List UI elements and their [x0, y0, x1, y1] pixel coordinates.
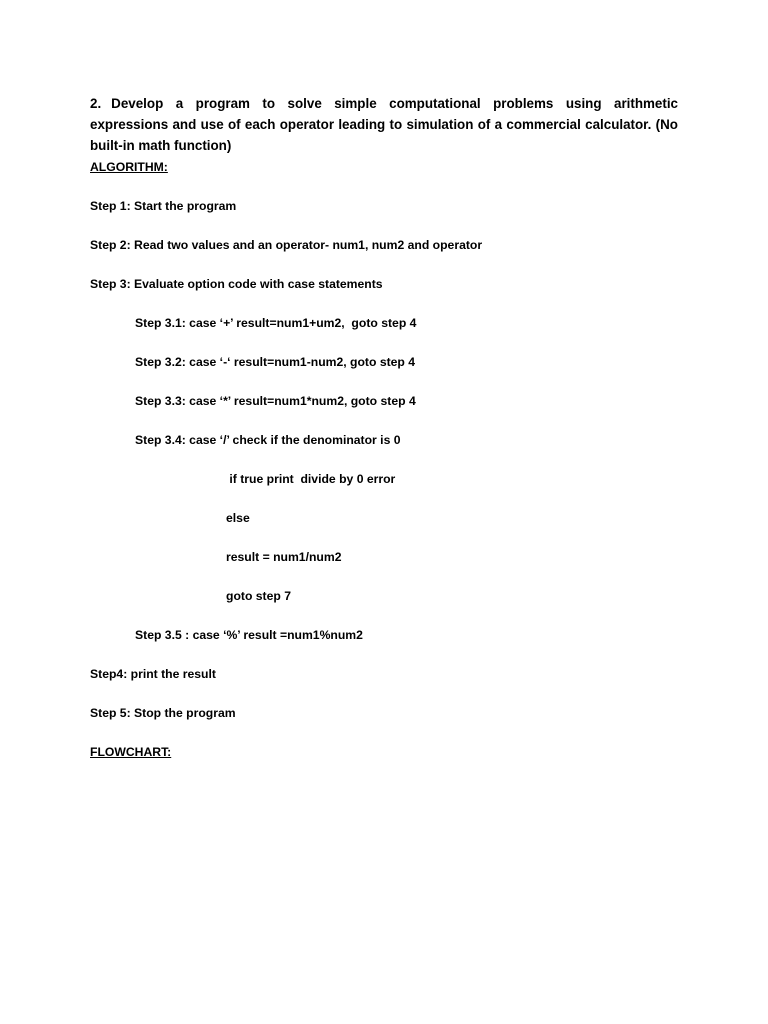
flowchart-heading: FLOWCHART:: [90, 745, 172, 759]
step-3-4-result: result = num1/num2: [226, 550, 342, 564]
step-3-4-else: else: [226, 511, 250, 525]
question-number: 2.: [90, 96, 102, 111]
step-3-4-goto: goto step 7: [226, 589, 292, 603]
step-4: Step4: print the result: [90, 667, 216, 681]
algorithm-heading: ALGORITHM:: [90, 160, 168, 174]
question-paragraph: [90, 93, 678, 156]
step-5: Step 5: Stop the program: [90, 706, 236, 720]
step-3-1: Step 3.1: case ‘+’ result=num1+um2, goto step 4: [135, 316, 417, 330]
step-3-2: Step 3.2: case ‘-‘ result=num1-num2, goto step 4: [135, 355, 416, 369]
step-3-3: Step 3.3: case ‘*’ result=num1*num2, goto step 4: [135, 394, 416, 408]
step-3: Step 3: Evaluate option code with case statements: [90, 277, 383, 291]
step-3-4-if-true: if true print divide by 0 error: [226, 472, 396, 486]
question-text: Develop a program to solve simple computational problems using arithmetic expressions and use of each operator leading to simulation of a commercial calculator. (No built-in math function): [90, 96, 678, 153]
step-1: Step 1: Start the program: [90, 199, 237, 213]
step-3-4: Step 3.4: case ‘/’ check if the denominator is 0: [135, 433, 401, 447]
step-2: Step 2: Read two values and an operator- num1, num2 and operator: [90, 238, 483, 252]
step-3-5: Step 3.5 : case ‘%’ result =num1%num2: [135, 628, 363, 642]
